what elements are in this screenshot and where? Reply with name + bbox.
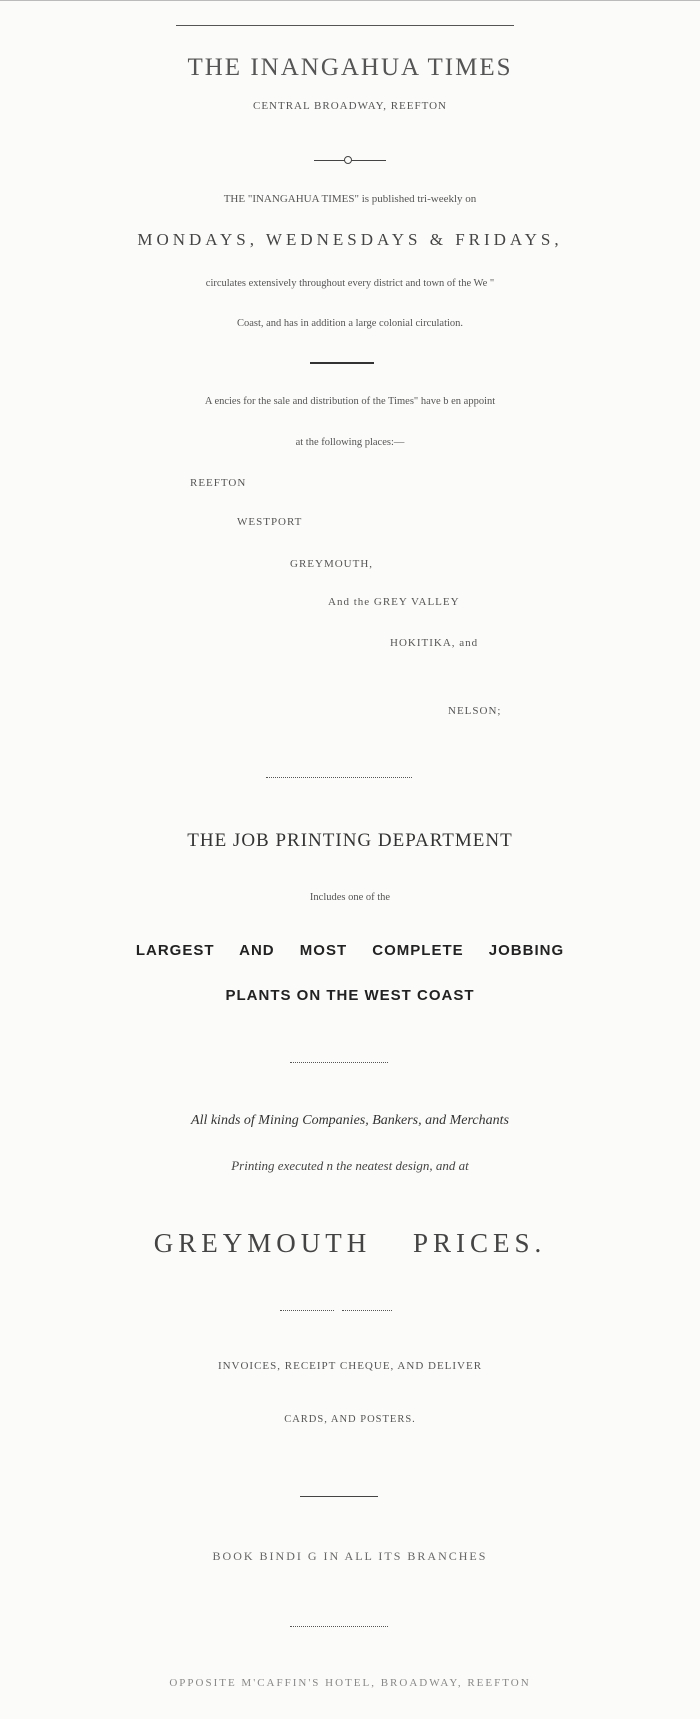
bold-rule bbox=[310, 362, 374, 364]
place-hokitika: HOKITIKA, and bbox=[390, 637, 479, 649]
ornament-rule bbox=[300, 1496, 378, 1497]
wavy-rule bbox=[342, 1310, 392, 1311]
masthead-rule bbox=[176, 25, 514, 26]
greymouth-prices: GREYMOUTH PRICES. bbox=[153, 1228, 547, 1258]
circulation-line-1: circulates extensively throughout every district and town of the We " bbox=[205, 278, 495, 289]
cards-line: CARDS, AND POSTERS. bbox=[284, 1414, 416, 1425]
job-largest: LARGEST AND MOST COMPLETE JOBBING bbox=[135, 942, 565, 959]
wavy-rule bbox=[266, 777, 412, 778]
places-intro: at the following places:— bbox=[295, 437, 405, 448]
wavy-rule bbox=[290, 1062, 388, 1063]
circulation-line-2: Coast, and has in addition a large colonial circulation. bbox=[236, 318, 464, 329]
place-grey-valley: And the GREY VALLEY bbox=[328, 596, 460, 608]
masthead-title: THE INANGAHUA TIMES bbox=[187, 54, 513, 81]
footer-address: OPPOSITE M'CAFFIN'S HOTEL, BROADWAY, REEFTON bbox=[169, 1677, 531, 1689]
place-westport: WESTPORT bbox=[237, 516, 303, 528]
job-printing-heading: THE JOB PRINTING DEPARTMENT bbox=[187, 830, 513, 851]
wavy-rule bbox=[280, 1310, 334, 1311]
job-includes: Includes one of the bbox=[309, 892, 391, 903]
publication-days: MONDAYS, WEDNESDAYS & FRIDAYS, bbox=[137, 230, 563, 249]
job-plants: PLANTS ON THE WEST COAST bbox=[225, 987, 475, 1004]
top-edge-rule bbox=[0, 0, 700, 1]
masthead-address: CENTRAL BROADWAY, REEFTON bbox=[253, 100, 447, 112]
publication-line: THE "INANGAHUA TIMES" is published tri-weekly on bbox=[223, 193, 477, 205]
place-greymouth: GREYMOUTH, bbox=[290, 558, 374, 570]
mining-line: All kinds of Mining Companies, Bankers, and Merchants bbox=[191, 1113, 509, 1128]
place-nelson: NELSON; bbox=[448, 705, 502, 717]
book-binding: BOOK BINDI G IN ALL ITS BRANCHES bbox=[212, 1549, 488, 1563]
wavy-rule bbox=[290, 1626, 388, 1627]
printing-line: Printing executed n the neatest design, and at bbox=[231, 1158, 469, 1173]
ornament-dot bbox=[344, 156, 352, 164]
place-reefton: REEFTON bbox=[190, 477, 247, 489]
invoices-line: INVOICES, RECEIPT CHEQUE, AND DELIVER bbox=[217, 1360, 483, 1372]
agencies-line: A encies for the sale and distribution of the Times" have b en appoint bbox=[204, 396, 496, 407]
